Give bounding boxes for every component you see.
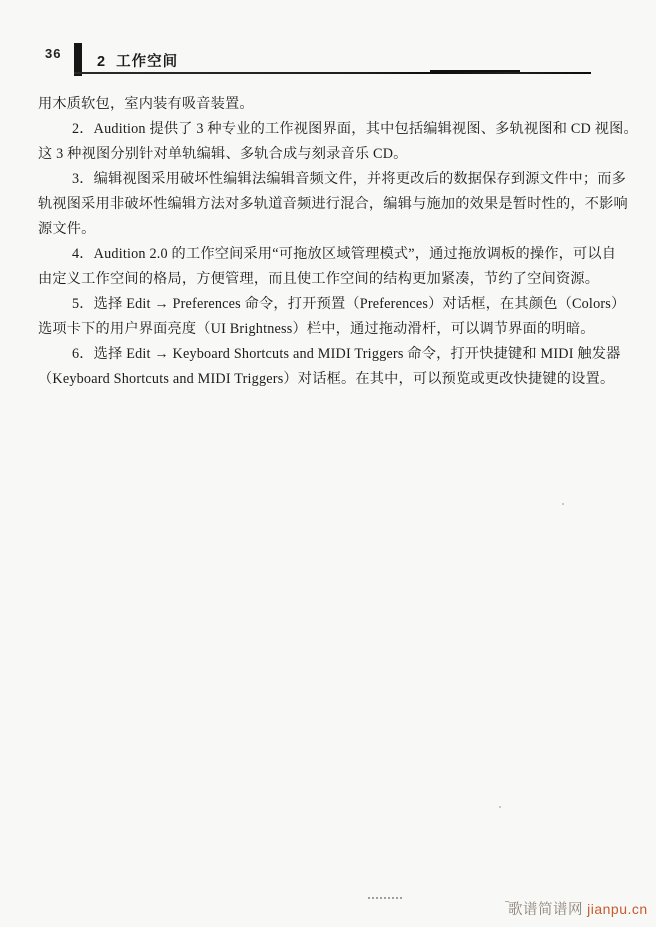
page-number: 36: [45, 46, 62, 61]
text-line: 4．Audition 2.0 的工作空间采用“可拖放区域管理模式”，通过拖放调板的操作，可以自: [72, 246, 617, 262]
text-line: 这 3 种视图分别针对单轨编辑、多轨合成与刻录音乐 CD。: [38, 146, 408, 162]
text-line: 用木质软包，室内装有吸音装置。: [38, 96, 254, 112]
watermark-domain: jianpu.cn: [587, 901, 648, 917]
text-line: （Keyboard Shortcuts and MIDI Triggers）对话框。在其中，可以预览或更改快捷键的设置。: [38, 371, 615, 387]
text-line: 3．编辑视图采用破坏性编辑法编辑音频文件，并将更改后的数据保存到源文件中；而多: [72, 171, 627, 187]
text-line: 源文件。: [38, 221, 96, 237]
watermark-site-name: 歌谱简谱网: [508, 902, 588, 918]
page-header: [0, 0, 656, 80]
scan-speck: [562, 503, 564, 505]
text-line: 6．选择 Edit → Keyboard Shortcuts and MIDI Triggers 命令，打开快捷键和 MIDI 触发器: [72, 346, 621, 362]
body-text: [38, 92, 638, 392]
page-footer-mark: [368, 897, 402, 899]
header-rule-artifact: [430, 70, 520, 72]
watermark: [508, 898, 648, 919]
text-line: 由定义工作空间的格局，方便管理，而且使工作空间的结构更加紧凑，节约了空间资源。: [38, 271, 600, 287]
text-line: 轨视图采用非破坏性编辑方法对多轨道音频进行混合，编辑与施加的效果是暂时性的，不影响: [38, 196, 628, 212]
scan-speck: [499, 806, 501, 808]
header-rule: [74, 72, 591, 74]
text-line: 选项卡下的用户界面亮度（UI Brightness）栏中，通过拖动滑杆，可以调节界面的明暗。: [38, 321, 595, 337]
text-line: 5．选择 Edit → Preferences 命令，打开预置（Preferences）对话框，在其颜色（Colors）: [72, 296, 626, 312]
chapter-title: 2 工作空间: [97, 54, 179, 70]
text-line: 2．Audition 提供了 3 种专业的工作视图界面，其中包括编辑视图、多轨视图和 CD 视图。: [72, 121, 638, 137]
